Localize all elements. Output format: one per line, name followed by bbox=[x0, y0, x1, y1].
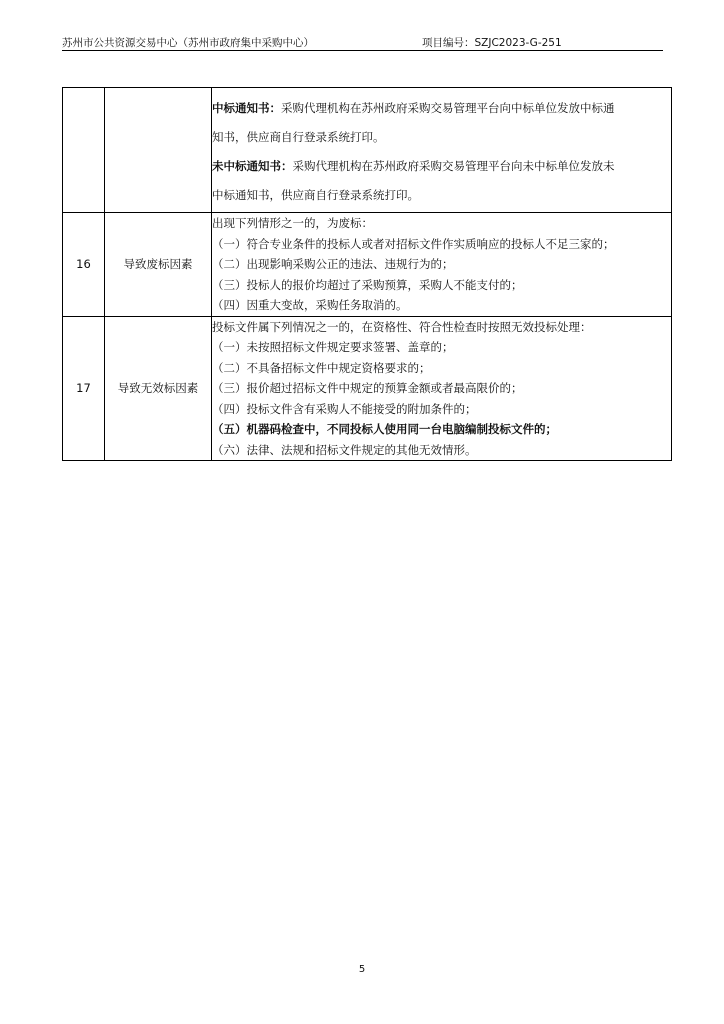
content-line: （二）不具备招标文件中规定资格要求的； bbox=[212, 360, 431, 375]
content-line: （六）法律、法规和招标文件规定的其他无效情形。 bbox=[212, 442, 477, 457]
row-content-cell bbox=[212, 316, 672, 461]
header-project-number: 项目编号：SZJC2023-G-251 bbox=[422, 37, 562, 49]
table-row-17 bbox=[63, 316, 672, 461]
page-header bbox=[62, 36, 663, 51]
content-line: （二）出现影响采购公正的违法、违规行为的； bbox=[212, 257, 454, 271]
bold-clause: （五）机器码检查中，不同投标人使用同一台电脑编制投标文件的； bbox=[212, 422, 557, 436]
row-content-cell bbox=[212, 88, 672, 213]
row-name-cell: 导致废标因素 bbox=[105, 213, 212, 317]
content-line: 投标文件属下列情况之一的，在资格性、符合性检查时按照无效投标处理： bbox=[212, 319, 592, 334]
row-number-cell: 16 bbox=[63, 213, 105, 317]
table-row-continued bbox=[63, 88, 672, 213]
bold-term: 未中标通知书： bbox=[212, 159, 293, 173]
content-line: 中标通知书，供应商自行登录系统打印。 bbox=[212, 188, 419, 202]
content-line: （三）报价超过招标文件中规定的预算金额或者最高限价的； bbox=[212, 381, 523, 395]
content-line: 出现下列情形之一的，为废标： bbox=[212, 216, 373, 230]
page-number: 5 bbox=[358, 964, 366, 975]
content-line: （三）投标人的报价均超过了采购预算，采购人不能支付的； bbox=[212, 277, 523, 292]
content-line: （四）投标文件含有采购人不能接受的附加条件的； bbox=[212, 401, 477, 416]
header-organization: 苏州市公共资源交易中心（苏州市政府集中采购中心） bbox=[62, 37, 314, 49]
specification-table bbox=[62, 87, 672, 461]
content-line bbox=[212, 419, 671, 440]
row-number-cell: 17 bbox=[63, 316, 105, 461]
row-number-cell bbox=[63, 88, 105, 213]
content-line: 未中标通知书：采购代理机构在苏州政府采购交易管理平台向未中标单位发放未 bbox=[212, 159, 615, 173]
bold-term: 中标通知书： bbox=[212, 101, 281, 115]
row-name-cell bbox=[105, 88, 212, 213]
content-line: 知书，供应商自行登录系统打印。 bbox=[212, 130, 385, 144]
row-name-cell: 导致无效标因素 bbox=[105, 316, 212, 461]
table-row-16 bbox=[63, 213, 672, 317]
content-line: （一）符合专业条件的投标人或者对招标文件作实质响应的投标人不足三家的； bbox=[212, 236, 615, 251]
row-content-cell bbox=[212, 213, 672, 317]
content-line: （一）未按照招标文件规定要求签署、盖章的； bbox=[212, 340, 454, 354]
content-line: （四）因重大变故，采购任务取消的。 bbox=[212, 298, 408, 312]
content-line: 中标通知书：采购代理机构在苏州政府采购交易管理平台向中标单位发放中标通 bbox=[212, 101, 615, 115]
